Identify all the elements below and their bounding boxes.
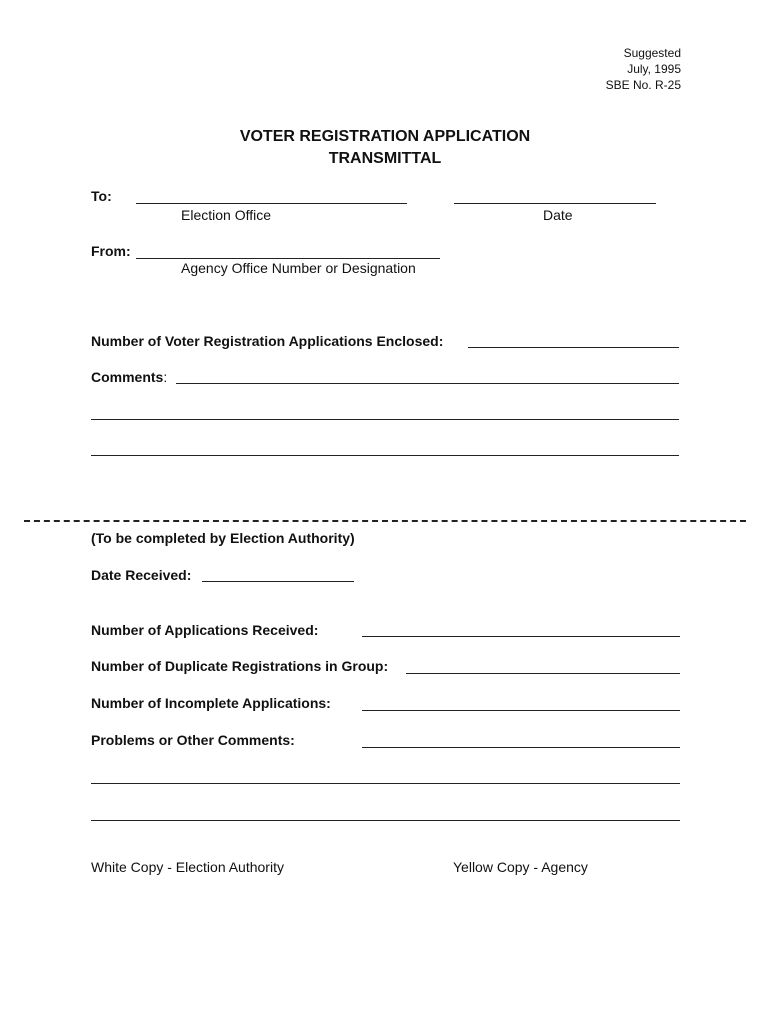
comments-field-line-1[interactable] [176,383,679,384]
suggested-label: Suggested [623,46,681,60]
from-label: From: [91,243,131,259]
white-copy-label: White Copy - Election Authority [91,859,284,875]
duplicate-registrations-field[interactable] [406,673,680,674]
applications-received-field[interactable] [362,636,680,637]
comments-field-line-2[interactable] [91,419,679,420]
comments-colon: : [163,369,168,385]
to-label: To: [91,188,112,204]
revision-date: July, 1995 [627,62,681,76]
problems-comments-field-line-1[interactable] [362,747,680,748]
agency-office-field[interactable] [136,258,440,259]
date-caption: Date [543,207,573,223]
date-received-label: Date Received: [91,567,192,583]
comments-label-text: Comments [91,369,164,385]
agency-office-caption: Agency Office Number or Designation [181,260,416,276]
incomplete-applications-field[interactable] [362,710,680,711]
incomplete-applications-label: Number of Incomplete Applications: [91,695,331,711]
election-office-caption: Election Office [181,207,272,223]
form-title-line2: TRANSMITTAL [328,150,442,167]
comments-label [91,369,167,385]
comments-field-line-3[interactable] [91,455,679,456]
authority-section-heading: (To be completed by Election Authority) [91,530,355,546]
yellow-copy-label: Yellow Copy - Agency [453,859,588,875]
problems-comments-label: Problems or Other Comments: [91,732,295,748]
form-number: SBE No. R-25 [605,78,681,92]
date-field[interactable] [454,203,656,204]
duplicate-registrations-label: Number of Duplicate Registrations in Group: [91,658,389,674]
form-title-line1: VOTER REGISTRATION APPLICATION [239,128,531,145]
problems-comments-field-line-2[interactable] [91,783,680,784]
date-received-field[interactable] [202,581,354,582]
election-office-field[interactable] [136,203,407,204]
problems-comments-field-line-3[interactable] [91,820,680,821]
cut-line-divider [24,520,746,522]
applications-enclosed-label: Number of Voter Registration Applications Enclosed: [91,333,444,349]
applications-enclosed-field[interactable] [468,347,679,348]
applications-received-label: Number of Applications Received: [91,622,319,638]
